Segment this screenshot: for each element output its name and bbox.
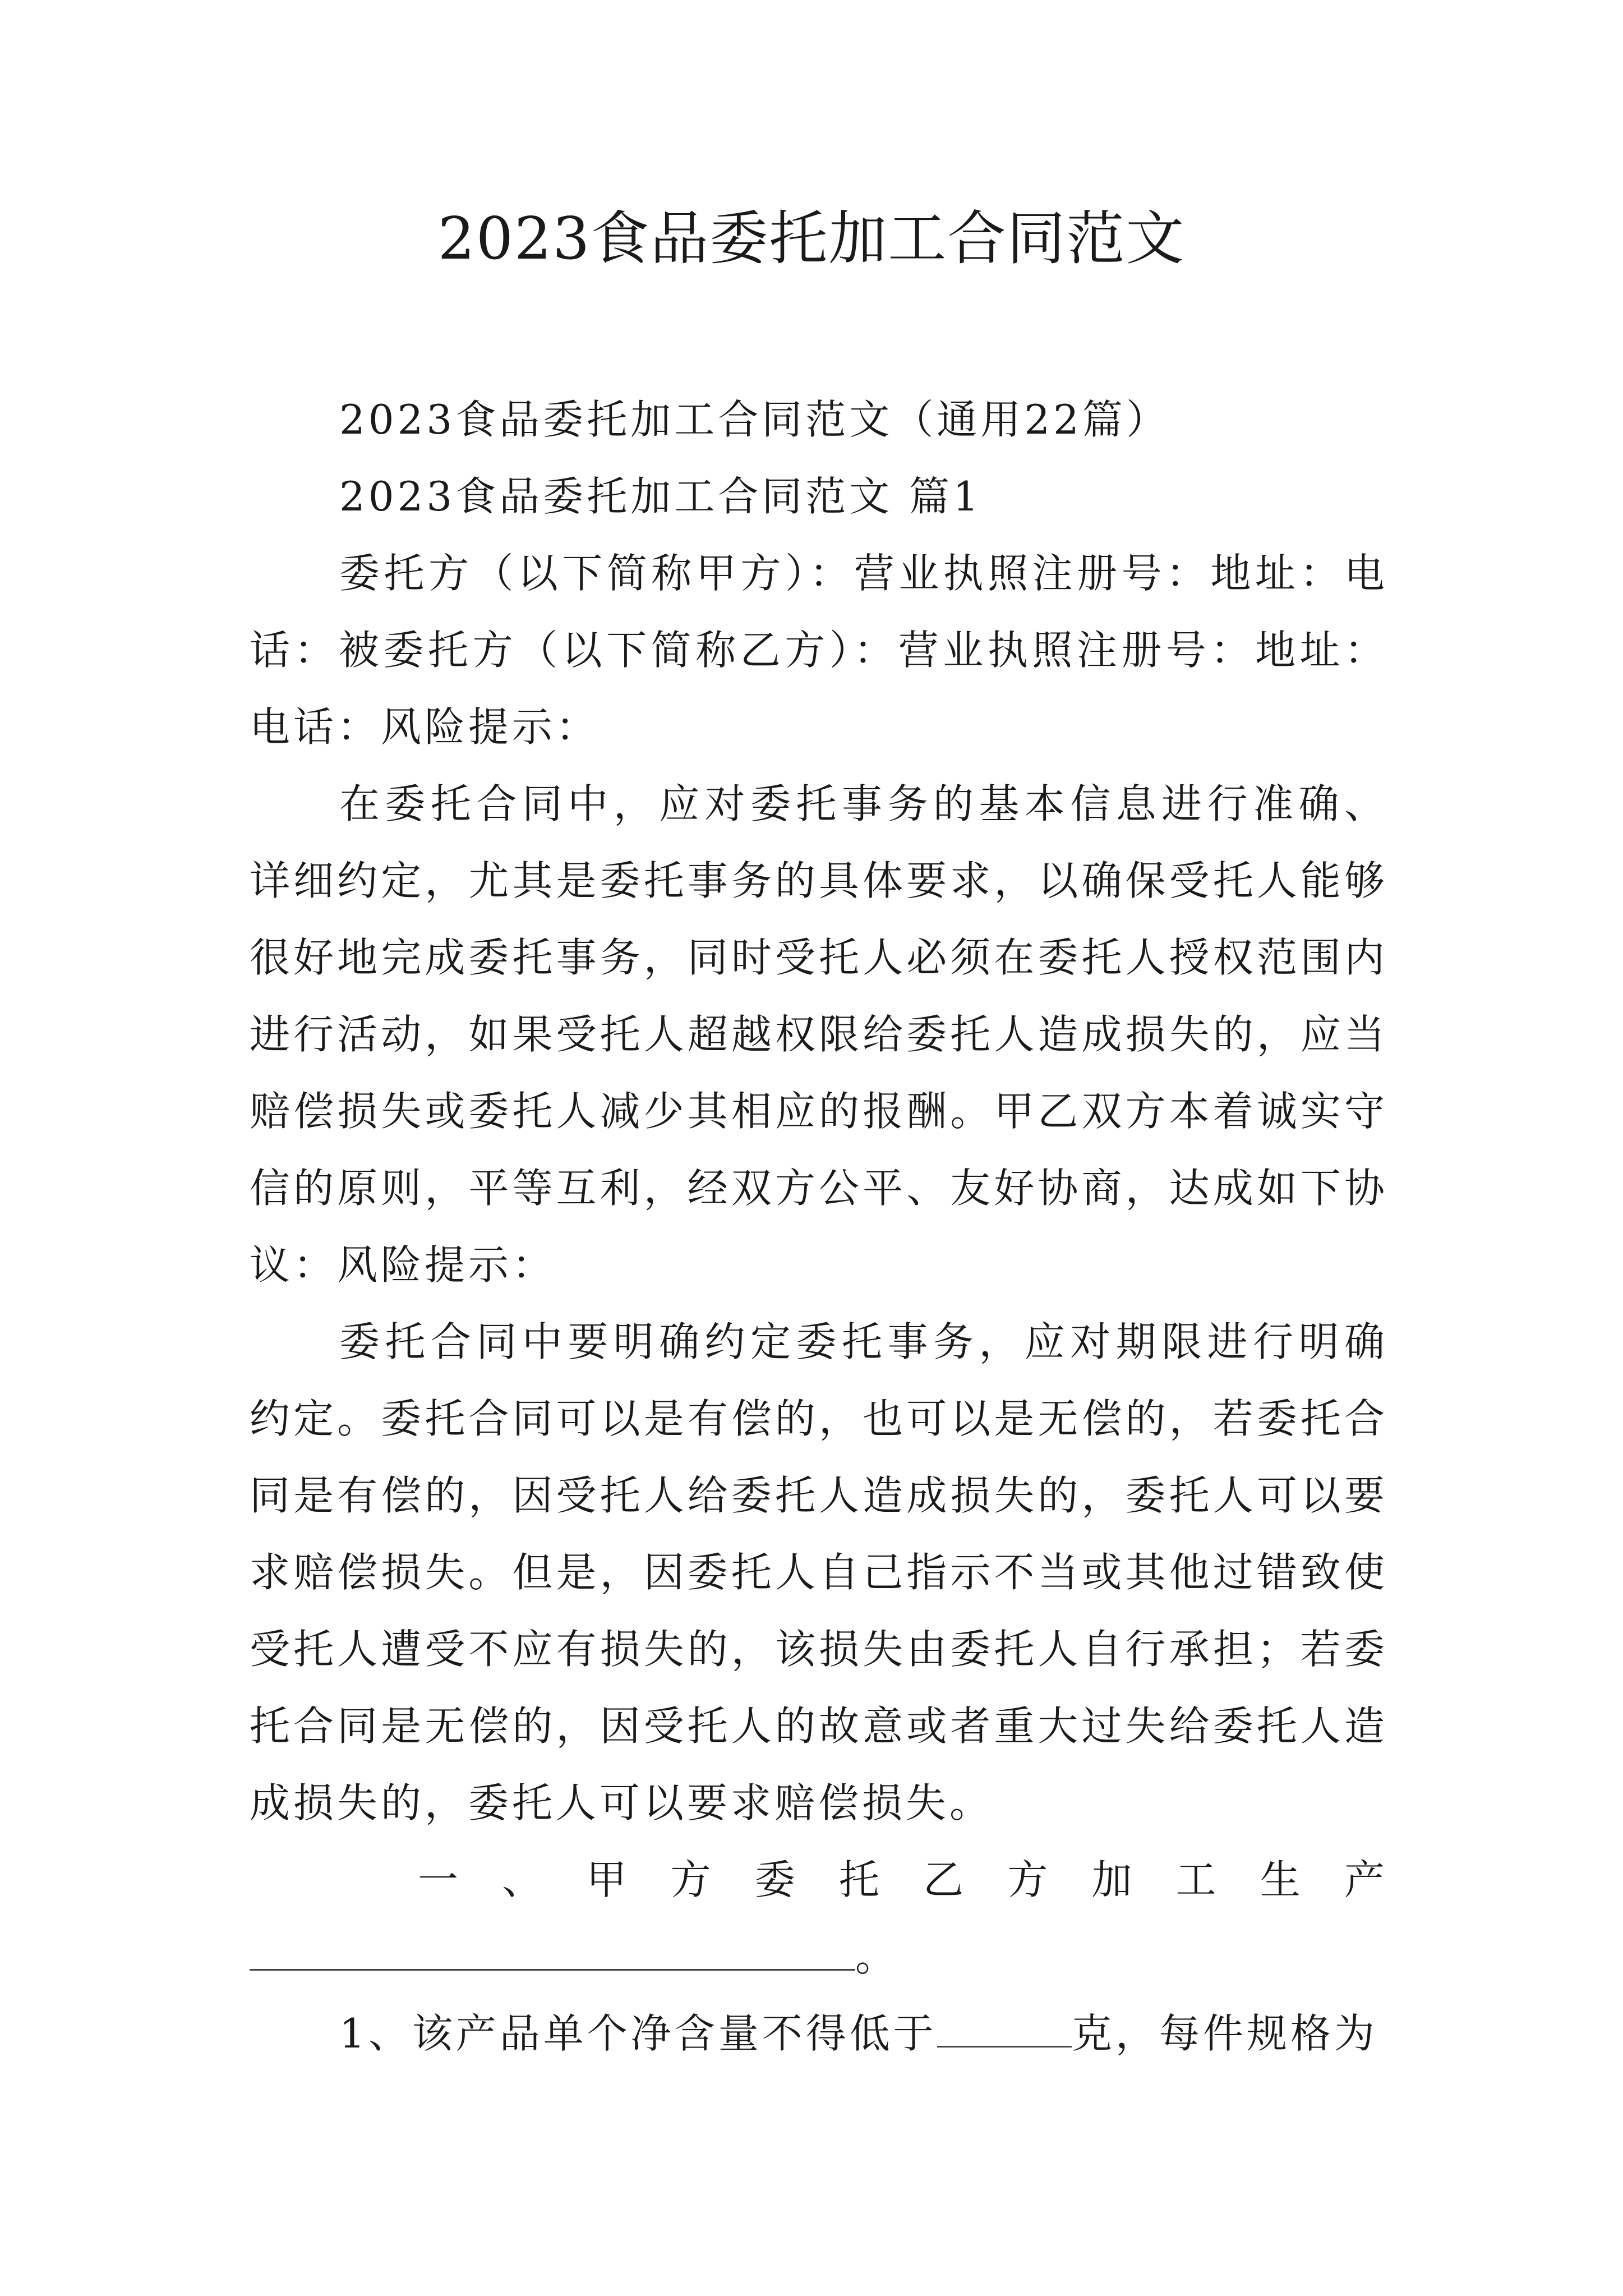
document-body [250, 381, 1388, 2072]
paragraph-risk-2: 委托合同中要明确约定委托事务，应对期限进行明确约定。委托合同可以是有偿的，也可以是无偿的，若委托合同是有偿的，因受托人给委托人造成损失的，委托人可以要求赔偿损失。但是，因委托人自己指示不当或其他过错致使受托人遭受不应有损失的，该损失由委托人自行承担；若委托合同是无偿的，因受托人的故意或者重大过失给委托人造成损失的，委托人可以要求赔偿损失。 [250, 1318, 1388, 1826]
clause-one-item-1-start: 1、该产品单个净含量不得低于 [339, 2010, 937, 2057]
clause-one-blank-line [250, 1918, 1388, 1995]
paragraph-parties: 委托方（以下简称甲方）：营业执照注册号：地址：电话：被委托方（以下简称乙方）：营业执照注册号：地址：电话：风险提示： [250, 550, 1388, 751]
clause-one-item-1-end: 克，每件规格为 [1071, 2010, 1378, 2057]
fill-in-blank [250, 1931, 855, 1971]
clause-one: 一、甲方委托乙方加工生产 [418, 1856, 1388, 1903]
paragraph-risk-1: 在委托合同中，应对委托事务的基本信息进行准确、详细约定，尤其是委托事务的具体要求，以确保受托人能够很好地完成委托事务，同时受托人必须在委托人授权范围内进行活动，如果受托人超越权限给委托人造成损失的，应当赔偿损失或委托人减少其相应的报酬。甲乙双方本着诚实守信的原则，平等互利，经双方公平、友好协商，达成如下协议：风险提示： [250, 780, 1388, 1289]
clause-one-item-1 [250, 1995, 1388, 2072]
fill-in-blank [937, 2008, 1072, 2047]
subtitle: 2023食品委托加工合同范文（通用22篇） [339, 396, 1170, 443]
section-heading: 2023食品委托加工合同范文 篇1 [339, 473, 982, 520]
clause-one-end: 。 [855, 1933, 900, 1980]
document-title: 2023食品委托加工合同范文 [437, 204, 1186, 273]
